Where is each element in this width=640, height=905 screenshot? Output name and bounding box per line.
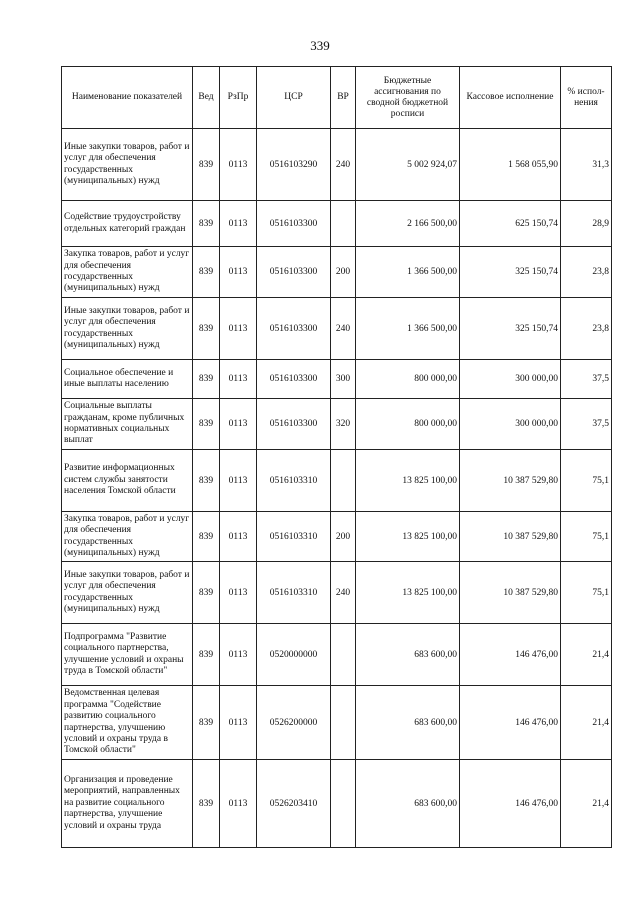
cell-pct: 75,1 (561, 562, 612, 624)
cell-cash: 1 568 055,90 (460, 129, 561, 201)
cell-cash: 146 476,00 (460, 686, 561, 760)
cell-ved: 839 (193, 399, 220, 450)
cell-name: Иные закупки товаров, работ и услуг для обеспечения государственных (муниципальных) нужд (62, 562, 193, 624)
cell-pct: 37,5 (561, 360, 612, 399)
cell-csr: 0516103300 (257, 298, 331, 360)
budget-table (61, 66, 612, 848)
cell-csr: 0526200000 (257, 686, 331, 760)
cell-pct: 31,3 (561, 129, 612, 201)
table-header-row (62, 67, 612, 129)
cell-name: Социальное обеспечение и иные выплаты населению (62, 360, 193, 399)
cell-plan: 2 166 500,00 (356, 201, 460, 247)
cell-plan: 800 000,00 (356, 360, 460, 399)
cell-plan: 1 366 500,00 (356, 247, 460, 298)
header-name: Наименование показателей (62, 67, 193, 129)
cell-pct: 23,8 (561, 247, 612, 298)
cell-vr: 240 (331, 298, 356, 360)
table-row (62, 129, 612, 201)
table-row (62, 512, 612, 562)
cell-plan: 800 000,00 (356, 399, 460, 450)
cell-pct: 21,4 (561, 624, 612, 686)
cell-name: Социальные выплаты гражданам, кроме публичных нормативных социальных выплат (62, 399, 193, 450)
cell-rzpr: 0113 (220, 129, 257, 201)
cell-ved: 839 (193, 760, 220, 848)
cell-plan: 13 825 100,00 (356, 450, 460, 512)
cell-plan: 683 600,00 (356, 760, 460, 848)
cell-csr: 0516103300 (257, 247, 331, 298)
cell-rzpr: 0113 (220, 624, 257, 686)
cell-name: Ведомственная целевая программа "Содействие развитию социального партнерства, улучшению условий и охраны труда в Томской области" (62, 686, 193, 760)
cell-csr: 0526203410 (257, 760, 331, 848)
cell-pct: 75,1 (561, 450, 612, 512)
cell-rzpr: 0113 (220, 298, 257, 360)
cell-rzpr: 0113 (220, 562, 257, 624)
cell-vr: 240 (331, 129, 356, 201)
table-row (62, 450, 612, 512)
cell-name: Подпрограмма "Развитие социального партнерства, улучшение условий и охраны труда в Томской области" (62, 624, 193, 686)
table-row (62, 562, 612, 624)
cell-ved: 839 (193, 360, 220, 399)
cell-csr: 0516103310 (257, 562, 331, 624)
cell-csr: 0516103290 (257, 129, 331, 201)
cell-rzpr: 0113 (220, 399, 257, 450)
table-row (62, 686, 612, 760)
cell-rzpr: 0113 (220, 201, 257, 247)
table-row (62, 201, 612, 247)
cell-name: Закупка товаров, работ и услуг для обеспечения государственных (муниципальных) нужд (62, 247, 193, 298)
cell-name: Иные закупки товаров, работ и услуг для обеспечения государственных (муниципальных) нужд (62, 129, 193, 201)
cell-csr: 0516103300 (257, 360, 331, 399)
cell-name: Развитие информационных систем службы занятости населения Томской области (62, 450, 193, 512)
table-row (62, 399, 612, 450)
cell-plan: 683 600,00 (356, 686, 460, 760)
cell-vr (331, 624, 356, 686)
cell-name: Закупка товаров, работ и услуг для обеспечения государственных (муниципальных) нужд (62, 512, 193, 562)
header-cash: Кассовое исполнение (460, 67, 561, 129)
cell-cash: 146 476,00 (460, 760, 561, 848)
cell-vr (331, 201, 356, 247)
cell-plan: 13 825 100,00 (356, 562, 460, 624)
cell-ved: 839 (193, 512, 220, 562)
table-row (62, 247, 612, 298)
cell-vr (331, 450, 356, 512)
header-csr: ЦСР (257, 67, 331, 129)
cell-name: Содействие трудоустройству отдельных категорий граждан (62, 201, 193, 247)
cell-plan: 5 002 924,07 (356, 129, 460, 201)
cell-ved: 839 (193, 247, 220, 298)
cell-vr (331, 760, 356, 848)
cell-vr: 300 (331, 360, 356, 399)
cell-rzpr: 0113 (220, 686, 257, 760)
cell-plan: 1 366 500,00 (356, 298, 460, 360)
cell-cash: 10 387 529,80 (460, 512, 561, 562)
cell-vr: 240 (331, 562, 356, 624)
cell-csr: 0516103300 (257, 399, 331, 450)
cell-pct: 23,8 (561, 298, 612, 360)
table-row (62, 298, 612, 360)
cell-rzpr: 0113 (220, 450, 257, 512)
cell-cash: 325 150,74 (460, 298, 561, 360)
header-rzpr: РзПр (220, 67, 257, 129)
cell-pct: 37,5 (561, 399, 612, 450)
cell-name: Иные закупки товаров, работ и услуг для обеспечения государственных (муниципальных) нужд (62, 298, 193, 360)
table-row (62, 624, 612, 686)
cell-cash: 10 387 529,80 (460, 450, 561, 512)
table-row (62, 760, 612, 848)
cell-cash: 146 476,00 (460, 624, 561, 686)
cell-pct: 28,9 (561, 201, 612, 247)
cell-rzpr: 0113 (220, 512, 257, 562)
cell-vr: 320 (331, 399, 356, 450)
cell-cash: 10 387 529,80 (460, 562, 561, 624)
cell-vr (331, 686, 356, 760)
cell-ved: 839 (193, 686, 220, 760)
cell-ved: 839 (193, 201, 220, 247)
cell-cash: 300 000,00 (460, 399, 561, 450)
cell-vr: 200 (331, 512, 356, 562)
cell-cash: 325 150,74 (460, 247, 561, 298)
cell-csr: 0516103300 (257, 201, 331, 247)
cell-rzpr: 0113 (220, 360, 257, 399)
header-pct: % испол-нения (561, 67, 612, 129)
header-vr: ВР (331, 67, 356, 129)
cell-pct: 21,4 (561, 686, 612, 760)
cell-ved: 839 (193, 562, 220, 624)
cell-name: Организация и проведение мероприятий, направленных на развитие социального партнерства, улучшение условий и охраны труда (62, 760, 193, 848)
header-plan: Бюджетные ассигнования по сводной бюджетной росписи (356, 67, 460, 129)
cell-ved: 839 (193, 298, 220, 360)
cell-vr: 200 (331, 247, 356, 298)
cell-cash: 300 000,00 (460, 360, 561, 399)
cell-csr: 0520000000 (257, 624, 331, 686)
page-number: 339 (310, 38, 330, 53)
cell-cash: 625 150,74 (460, 201, 561, 247)
cell-plan: 683 600,00 (356, 624, 460, 686)
cell-rzpr: 0113 (220, 247, 257, 298)
header-ved: Вед (193, 67, 220, 129)
table-row (62, 360, 612, 399)
cell-rzpr: 0113 (220, 760, 257, 848)
cell-csr: 0516103310 (257, 512, 331, 562)
cell-ved: 839 (193, 450, 220, 512)
cell-pct: 75,1 (561, 512, 612, 562)
cell-ved: 839 (193, 624, 220, 686)
cell-plan: 13 825 100,00 (356, 512, 460, 562)
cell-ved: 839 (193, 129, 220, 201)
cell-csr: 0516103310 (257, 450, 331, 512)
cell-pct: 21,4 (561, 760, 612, 848)
